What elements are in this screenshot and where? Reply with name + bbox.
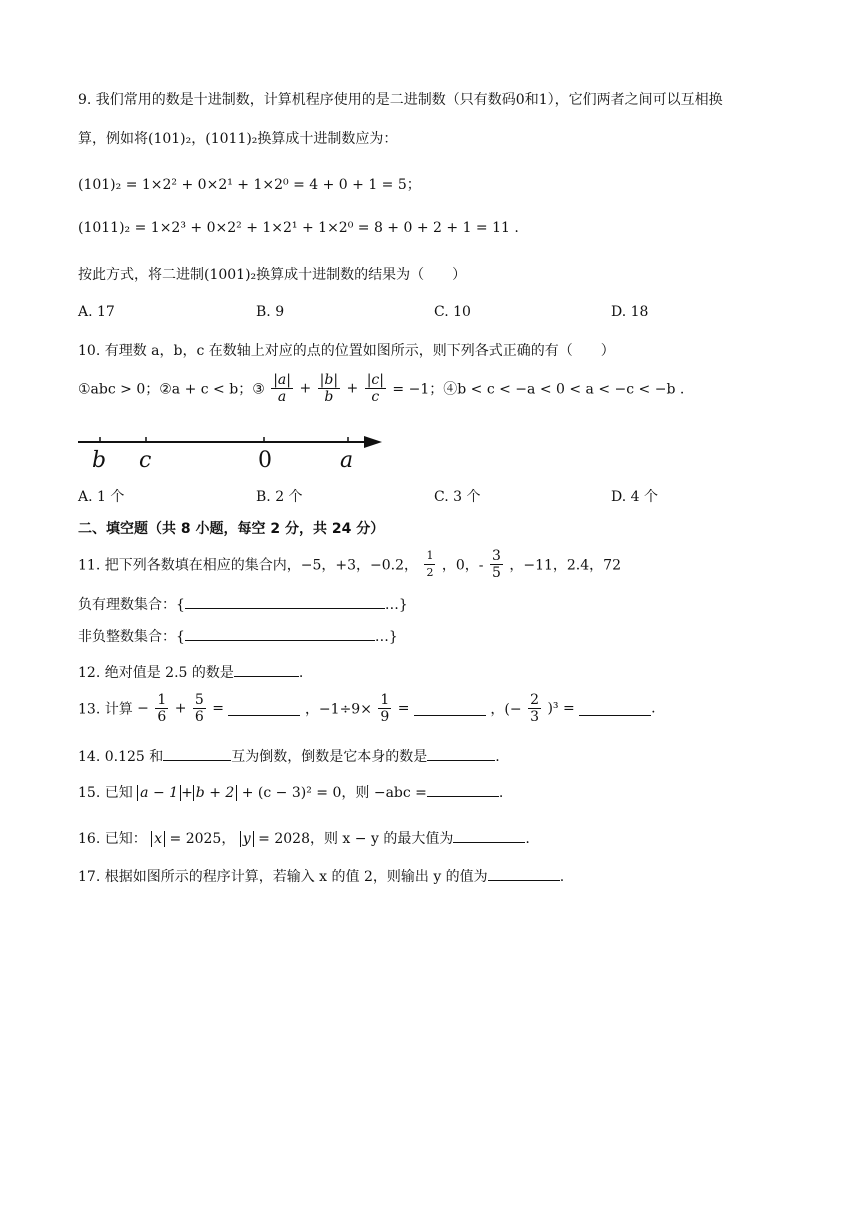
q10-option-d: D. 4 个: [611, 489, 658, 505]
q9-option-b: B. 9: [256, 304, 285, 320]
q10-option-a: A. 1 个: [78, 489, 125, 505]
q14-blank-2[interactable]: [427, 746, 495, 761]
section-2-heading: 二、填空题（共 8 小题，每空 2 分，共 24 分）: [78, 521, 385, 537]
non-neg-int-blank[interactable]: [185, 626, 375, 641]
q15-abs-a: a − 1: [137, 785, 181, 801]
axis-label-c: c: [139, 448, 152, 473]
q9-eq2: (1011)₂ = 1×2³ + 0×2² + 1×2¹ + 1×2⁰ = 8 + 0 + 2 + 1 = 11 .: [78, 220, 519, 236]
frac-one-half: $\frac{1}{2}$: [426, 549, 434, 579]
q15-blank[interactable]: [427, 782, 499, 797]
q9-option-a: A. 17: [78, 304, 115, 320]
q17-text: 17. 根据如图所示的程序计算，若输入 x 的值 2，则输出 y 的值为: [78, 869, 488, 885]
frac-one-sixth: $\frac{1}{6}$: [157, 692, 167, 725]
q11-tail-text: ，0，-: [441, 557, 484, 574]
q10-statement-3-4: = −1；④b < c < −a < 0 < a < −c < −b .: [392, 381, 685, 398]
q14-text-a: 14. 0.125 和: [78, 749, 164, 765]
q11-non-neg-int-set: [78, 626, 398, 646]
q12-text: 12. 绝对值是 2.5 的数是: [78, 665, 234, 681]
neg-rational-blank[interactable]: [185, 594, 385, 609]
q16-text-e: = 2028，则 x − y 的最大值为: [258, 831, 454, 847]
q13-blank-3[interactable]: [579, 701, 651, 716]
q15-end: .: [498, 785, 504, 801]
q15: 15. 已知 a − 1 + b + 2 + (c − 3)² = 0，则 −abc = .: [78, 782, 503, 802]
q14-blank-1[interactable]: [163, 746, 231, 761]
q10-option-c: C. 3 个: [434, 489, 481, 505]
q16-abs-x: x: [151, 831, 165, 847]
frac-three-fifths: $\frac{3}{5}$: [491, 548, 501, 581]
q9-ask: 按此方式，将二进制(1001)₂换算成十进制数的结果为（ ）: [78, 267, 467, 283]
q13-prefix: 13. 计算: [78, 701, 133, 718]
frac-one-ninth: $\frac{1}{9}$: [380, 692, 390, 725]
q15-text-d: + (c − 3)² = 0，则 −abc =: [241, 785, 427, 801]
q16-end: .: [525, 831, 530, 847]
q10-statements: ①abc > 0；②a + c < b；③ $\frac{|a|}{a}$ + $\frac{|b|}{b}$ + $\frac{|c|}{c}$ = −1；④b < c < −a < 0 < a < −c < −b .: [78, 372, 685, 405]
q9-eq1: (101)₂ = 1×2² + 0×2¹ + 1×2⁰ = 4 + 0 + 1 = 5；: [78, 177, 421, 193]
q16-abs-y: y: [240, 831, 254, 847]
q17: [78, 866, 564, 886]
q17-blank[interactable]: [488, 866, 560, 881]
q11-stem-text: 11. 把下列各数填在相应的集合内，−5，+3，−0.2，: [78, 557, 418, 574]
axis-label-a: a: [340, 448, 354, 473]
q13-blank-1[interactable]: [228, 701, 300, 716]
non-neg-int-ellipsis: …}: [374, 629, 398, 645]
neg-rational-label: 负有理数集合：{: [78, 597, 185, 613]
q16-text-a: 16. 已知：: [78, 831, 147, 847]
axis-arrow-icon: [364, 436, 382, 448]
q14: [78, 746, 500, 766]
q13-expr2: ，−1÷9×: [304, 701, 372, 718]
q9-option-d: D. 18: [611, 304, 649, 320]
q14-end: .: [495, 749, 500, 765]
q16-blank[interactable]: [453, 828, 525, 843]
q12-blank[interactable]: [234, 662, 299, 677]
q15-text-a: 15. 已知: [78, 785, 133, 801]
q13-expr3-open: ，(−: [490, 701, 522, 718]
non-neg-int-label: 非负整数集合：{: [78, 629, 185, 645]
frac-abs-b-over-b: $\frac{|b|}{b}$: [319, 372, 339, 405]
frac-abs-a-over-a: $\frac{|a|}{a}$: [273, 372, 291, 405]
neg-rational-ellipsis: …}: [384, 597, 408, 613]
q10-statement-1-2: ①abc > 0；②a + c < b；③: [78, 381, 265, 398]
q13-eq1: =: [212, 700, 229, 717]
q12: [78, 662, 303, 682]
q11-stem: [78, 548, 621, 581]
frac-five-sixths: $\frac{5}{6}$: [194, 692, 204, 725]
q16: [78, 828, 530, 848]
q17-end: .: [559, 869, 565, 885]
q15-abs-b: b + 2: [193, 785, 238, 801]
q9-line1: 9. 我们常用的数是十进制数，计算机程序使用的是二进制数（只有数码0和1），它们两者之间可以互相换: [78, 92, 723, 108]
frac-two-thirds: $\frac{2}{3}$: [530, 692, 539, 725]
axis-label-0: 0: [258, 448, 272, 473]
q11-tail2-text: ，−11，2.4，72: [509, 557, 621, 574]
frac-abs-c-over-c: $\frac{|c|}{c}$: [366, 372, 384, 405]
q13-blank-2[interactable]: [414, 701, 486, 716]
q13-expr3-close: )³ =: [547, 700, 580, 717]
axis-label-b: b: [92, 448, 107, 473]
q10-stem: 10. 有理数 a，b，c 在数轴上对应的点的位置如图所示，则下列各式正确的有（ ）: [78, 343, 615, 359]
q14-text-b: 互为倒数，倒数是它本身的数是: [231, 749, 428, 765]
q16-text-c: = 2025，: [169, 831, 236, 847]
q10-option-b: B. 2 个: [256, 489, 303, 505]
q11-neg-rational-set: [78, 594, 408, 614]
q13: 13. 计算 − $\frac{1}{6}$ + $\frac{5}{6}$ = ，−1÷9× $\frac{1}{9}$ = ，(− $\frac{2}{3}$ )³ = .: [78, 692, 656, 725]
q13-eq2: =: [397, 700, 414, 717]
q12-end: .: [298, 665, 304, 681]
q9-option-c: C. 10: [434, 304, 471, 320]
q13-end: .: [651, 700, 656, 717]
q9-line2: 算，例如将(101)₂，(1011)₂换算成十进制数应为：: [78, 131, 398, 147]
